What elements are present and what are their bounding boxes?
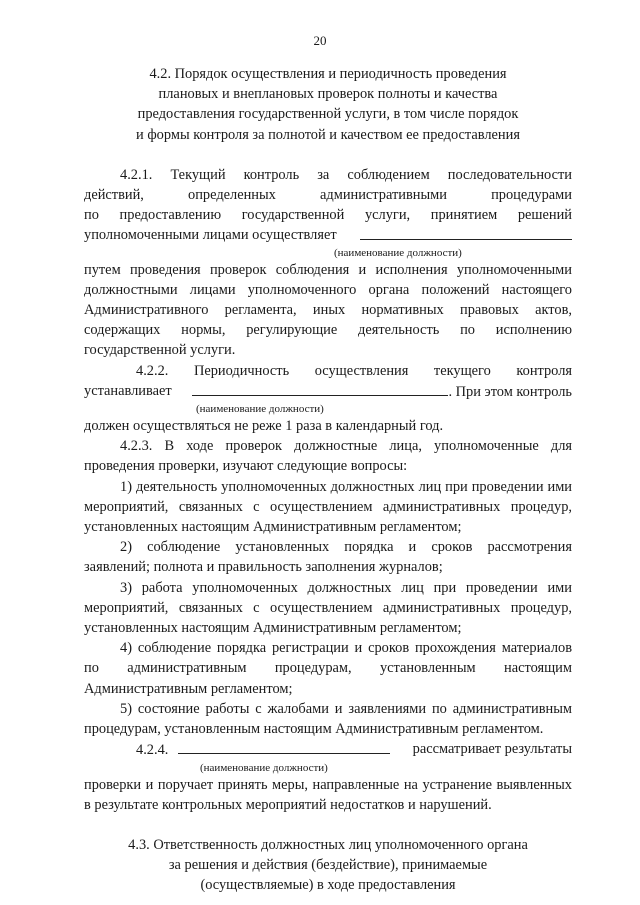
heading-line: за решения и действия (бездействие), принимаемые xyxy=(168,857,488,874)
paragraph-line: . При этом контроль xyxy=(448,383,572,400)
paragraph-4-2-2 xyxy=(84,361,572,437)
heading-line: (осуществляемые) в ходе предоставления xyxy=(200,877,456,894)
paragraph-line: рассматривает результаты xyxy=(412,741,572,758)
paragraph-text: 4.2.3. В ходе проверок должностные лица, уполномоченные для проведения проверки, изучают следующие вопросы: xyxy=(84,438,572,475)
paragraph-4-2-1 xyxy=(84,165,572,361)
list-item: 3) работа уполномоченных должностных лиц при проведении ими мероприятий, связанных с осуществлением административных процедур, установленных настоящим Административным регламентом; xyxy=(84,579,572,637)
paragraph-line: 4.2.4. xyxy=(136,742,169,759)
list-item: 1) деятельность уполномоченных должностных лиц при проведении ими мероприятий, связанных с осуществлением административных процедур, установленных настоящим Административным регламентом; xyxy=(84,478,572,536)
blank-caption: (наименование должности) xyxy=(196,403,324,416)
blank-caption: (наименование должности) xyxy=(334,246,462,259)
blank-line xyxy=(84,225,572,245)
paragraph-line: действий, определенных административными процедурами xyxy=(84,187,572,204)
paragraph-text: путем проведения проверок соблюдения и исполнения уполномоченными должностными лицами уполномоченного органа положений настоящего Административного регламента, иных нормативных правовых актов, содержащих нормы, регулирующие деятельность по исполнению государственной услуги. xyxy=(84,261,572,359)
heading-line: предоставления государственной услуги, в том числе порядок xyxy=(137,106,519,123)
heading-line: 4.3. Ответственность должностных лиц уполномоченного органа xyxy=(128,836,528,853)
paragraph-text: должен осуществляться не реже 1 раза в календарный год. xyxy=(84,418,444,435)
paragraph-line: по предоставлению государственной услуги, принятием решений xyxy=(84,207,572,224)
paragraph-4-2-4 xyxy=(84,739,572,815)
paragraph-4-2-3 xyxy=(84,436,572,739)
paragraph-line: уполномоченными лицами осуществляет xyxy=(84,227,337,244)
paragraph-line: 4.2.1. Текущий контроль за соблюдением последовательности xyxy=(120,166,572,183)
position-blank xyxy=(360,225,572,240)
paragraph-line: 4.2.2. Периодичность осуществления текущего контроля xyxy=(136,362,572,379)
list-item: 4) соблюдение порядка регистрации и сроков прохождения материалов по административным процедурам, установленным настоящим Административным регламентом; xyxy=(84,640,572,697)
heading-line: и формы контроля за полнотой и качеством ее предоставления xyxy=(136,126,520,143)
heading-line: плановых и внеплановых проверок полноты и качества xyxy=(158,86,498,103)
list-item: 2) соблюдение установленных порядка и сроков рассмотрения заявлений; полнота и правильность заполнения журналов; xyxy=(84,539,572,576)
paragraph-line: устанавливает xyxy=(84,382,172,399)
blank-line xyxy=(84,381,572,402)
heading-line: 4.2. Порядок осуществления и периодичность проведения xyxy=(149,66,507,82)
list-item: 5) состояние работы с жалобами и заявлениями по административным процедурам, установленным настоящим Административным регламентом. xyxy=(84,700,572,738)
page-number: 20 xyxy=(313,33,327,48)
document-body xyxy=(84,64,572,896)
position-blank xyxy=(178,739,390,754)
blank-line xyxy=(84,739,572,760)
section-4-3-heading xyxy=(84,835,572,896)
section-4-2-heading xyxy=(84,64,572,145)
position-blank xyxy=(192,381,448,396)
paragraph-text: проверки и поручает принять меры, направленные на устранение выявленных в результате контрольных мероприятий недостатков и нарушений. xyxy=(84,776,572,813)
blank-caption: (наименование должности) xyxy=(200,761,328,774)
